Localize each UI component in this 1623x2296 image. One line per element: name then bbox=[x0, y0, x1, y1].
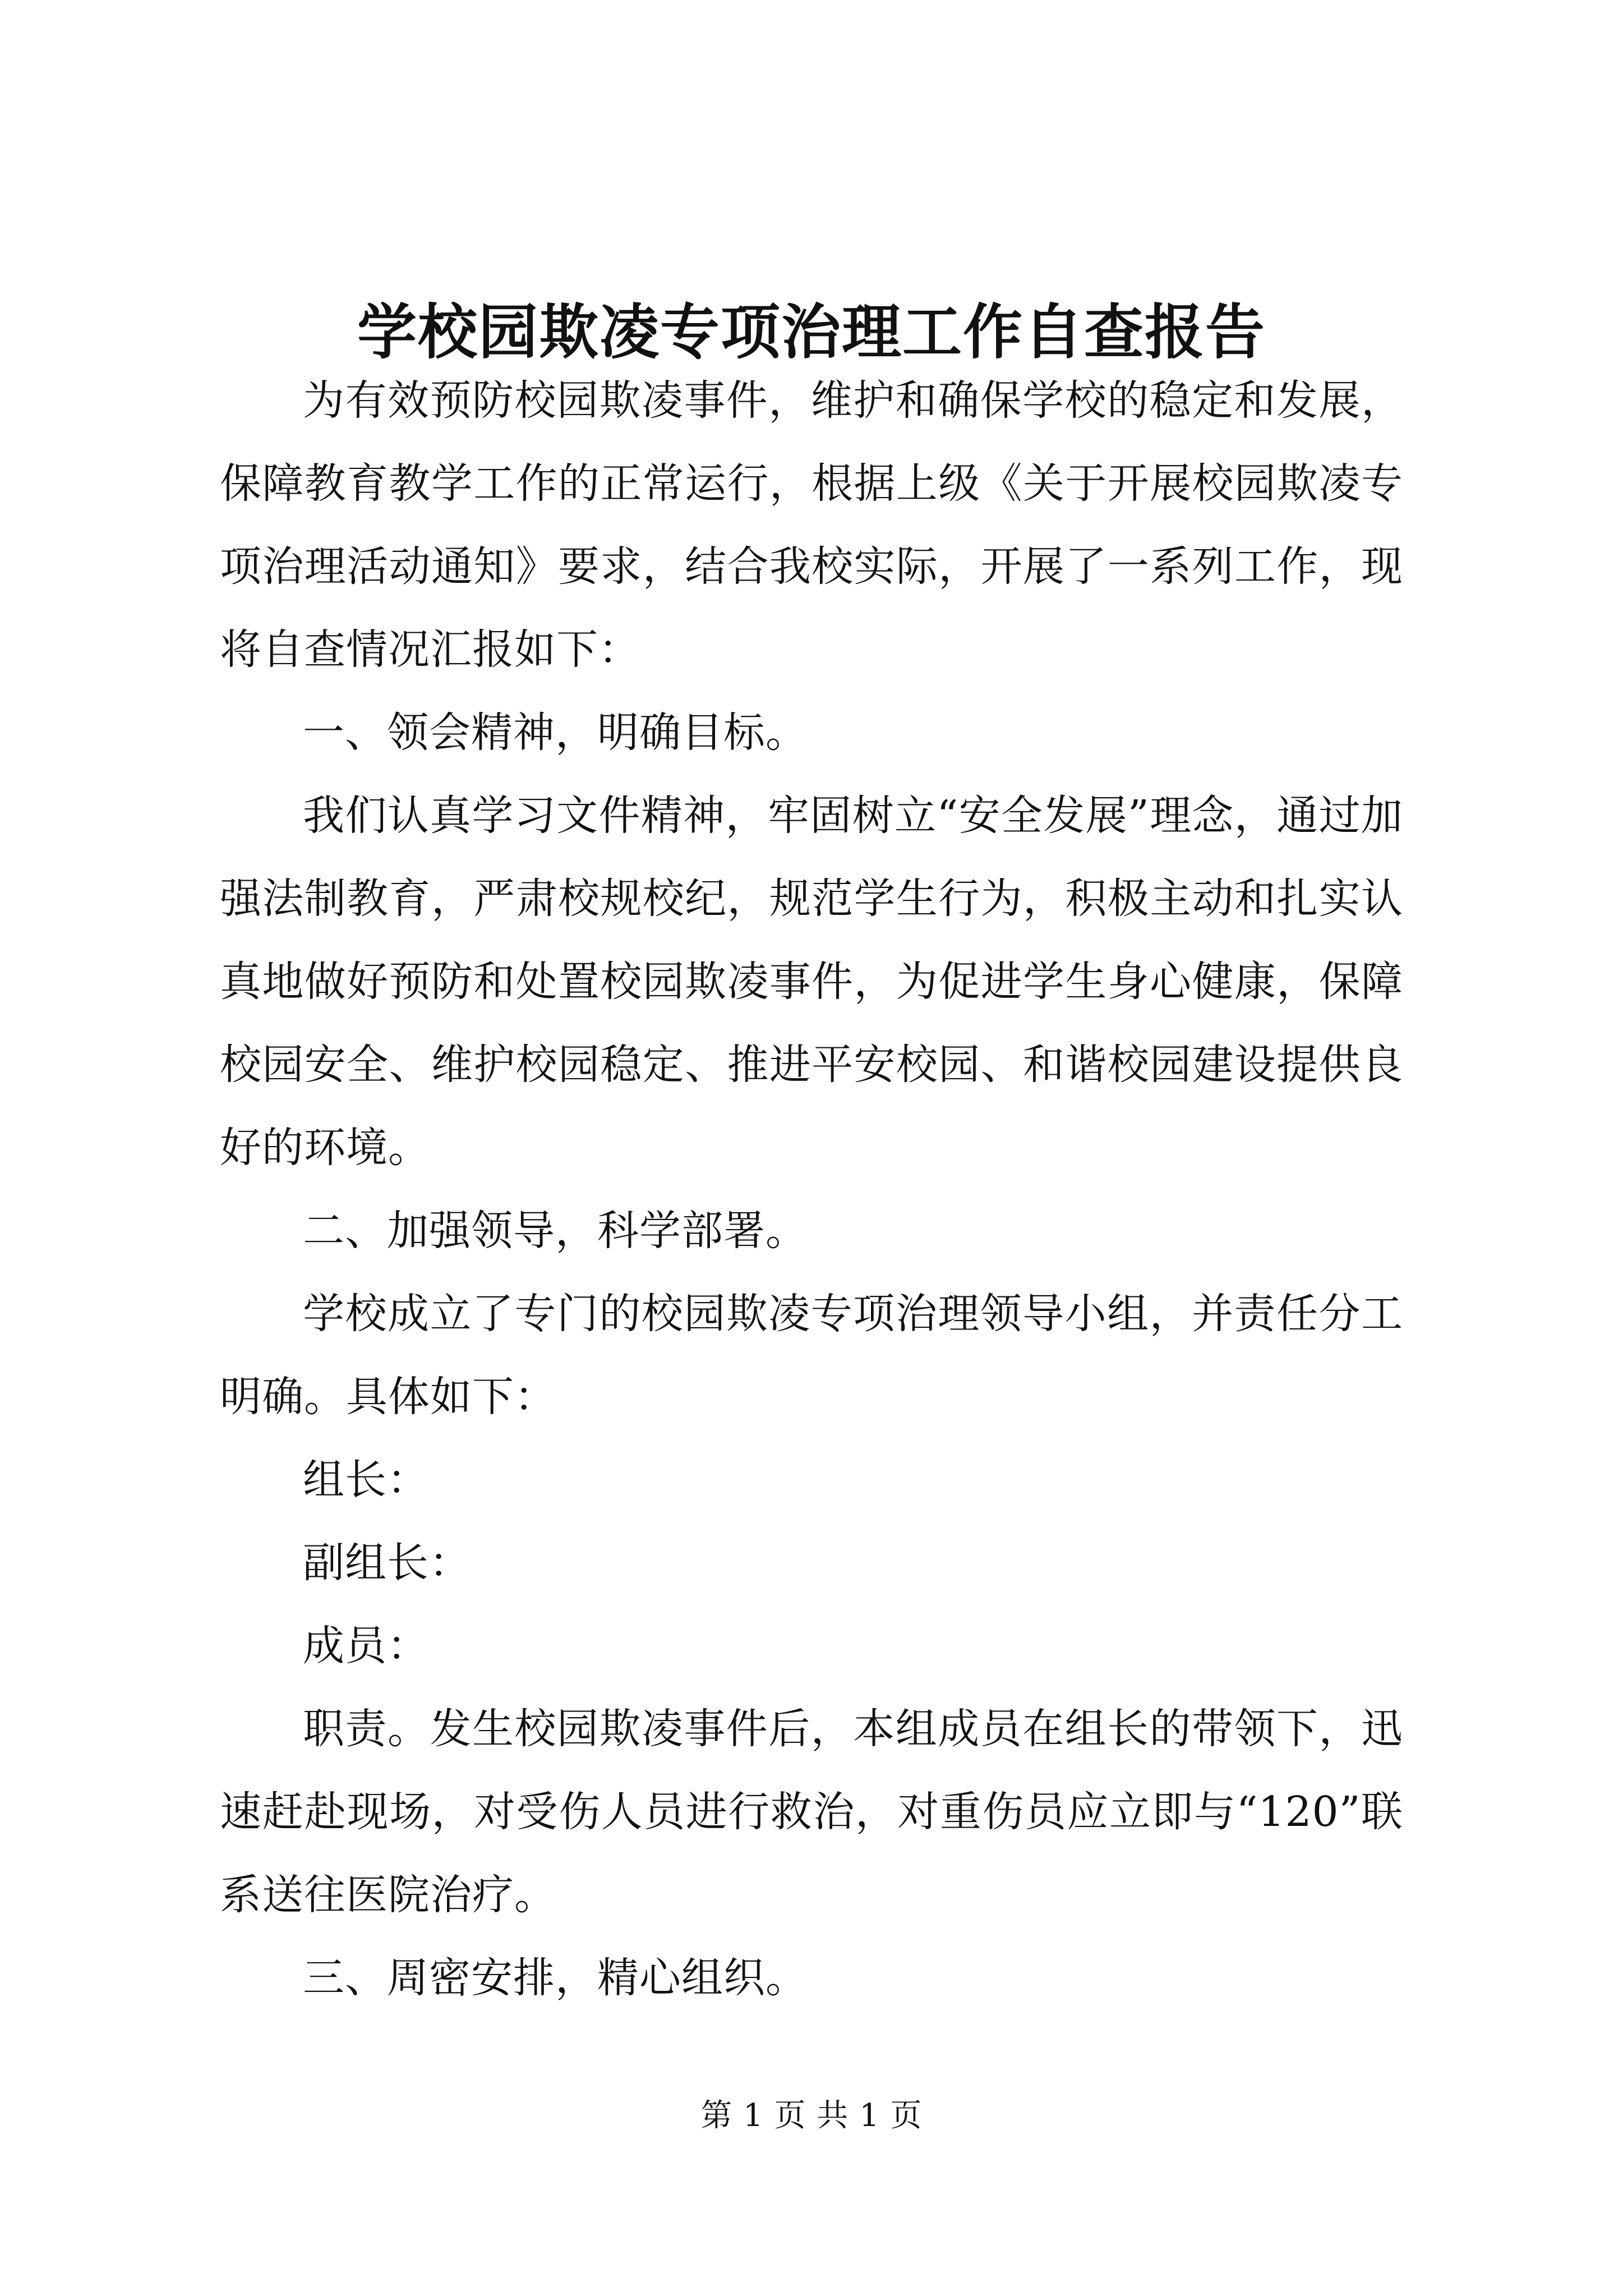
members-line: 成员： bbox=[303, 1622, 429, 1670]
page-footer: 第 1 页 共 1 页 bbox=[700, 2097, 923, 2134]
document-body bbox=[220, 359, 1403, 2019]
section-heading-1: 一、领会精神，明确目标。 bbox=[303, 708, 808, 757]
paragraph-intro: 为有效预防校园欺凌事件，维护和确保学校的稳定和发展，保障教育教学工作的正常运行，根据上级《关于开展校园欺凌专项治理活动通知》要求，结合我校实际，开展了一系列工作，现将自查情况汇报如下： bbox=[220, 376, 1403, 674]
document-title: 学校园欺凌专项治理工作自查报告 bbox=[357, 297, 1266, 367]
section-heading-2: 二、加强领导，科学部署。 bbox=[303, 1207, 808, 1255]
group-leader-line: 组长： bbox=[303, 1456, 429, 1504]
paragraph-section-1: 我们认真学习文件精神，牢固树立“安全发展”理念，通过加强法制教育，严肃校规校纪，规范学生行为，积极主动和扎实认真地做好预防和处置校园欺凌事件，为促进学生身心健康，保障校园安全、维护校园稳定、推进平安校园、和谐校园建设提供良好的环境。 bbox=[220, 792, 1403, 1172]
deputy-leader-line: 副组长： bbox=[303, 1539, 471, 1587]
paragraph-section-2: 学校成立了专门的校园欺凌专项治理领导小组，并责任分工明确。具体如下： bbox=[220, 1290, 1403, 1421]
section-heading-3: 三、周密安排，精心组织。 bbox=[303, 1954, 808, 2002]
paragraph-duties: 职责。发生校园欺凌事件后，本组成员在组长的带领下，迅速赶赴现场，对受伤人员进行救治，对重伤员应立即与“120”联系送往医院治疗。 bbox=[220, 1705, 1403, 1919]
